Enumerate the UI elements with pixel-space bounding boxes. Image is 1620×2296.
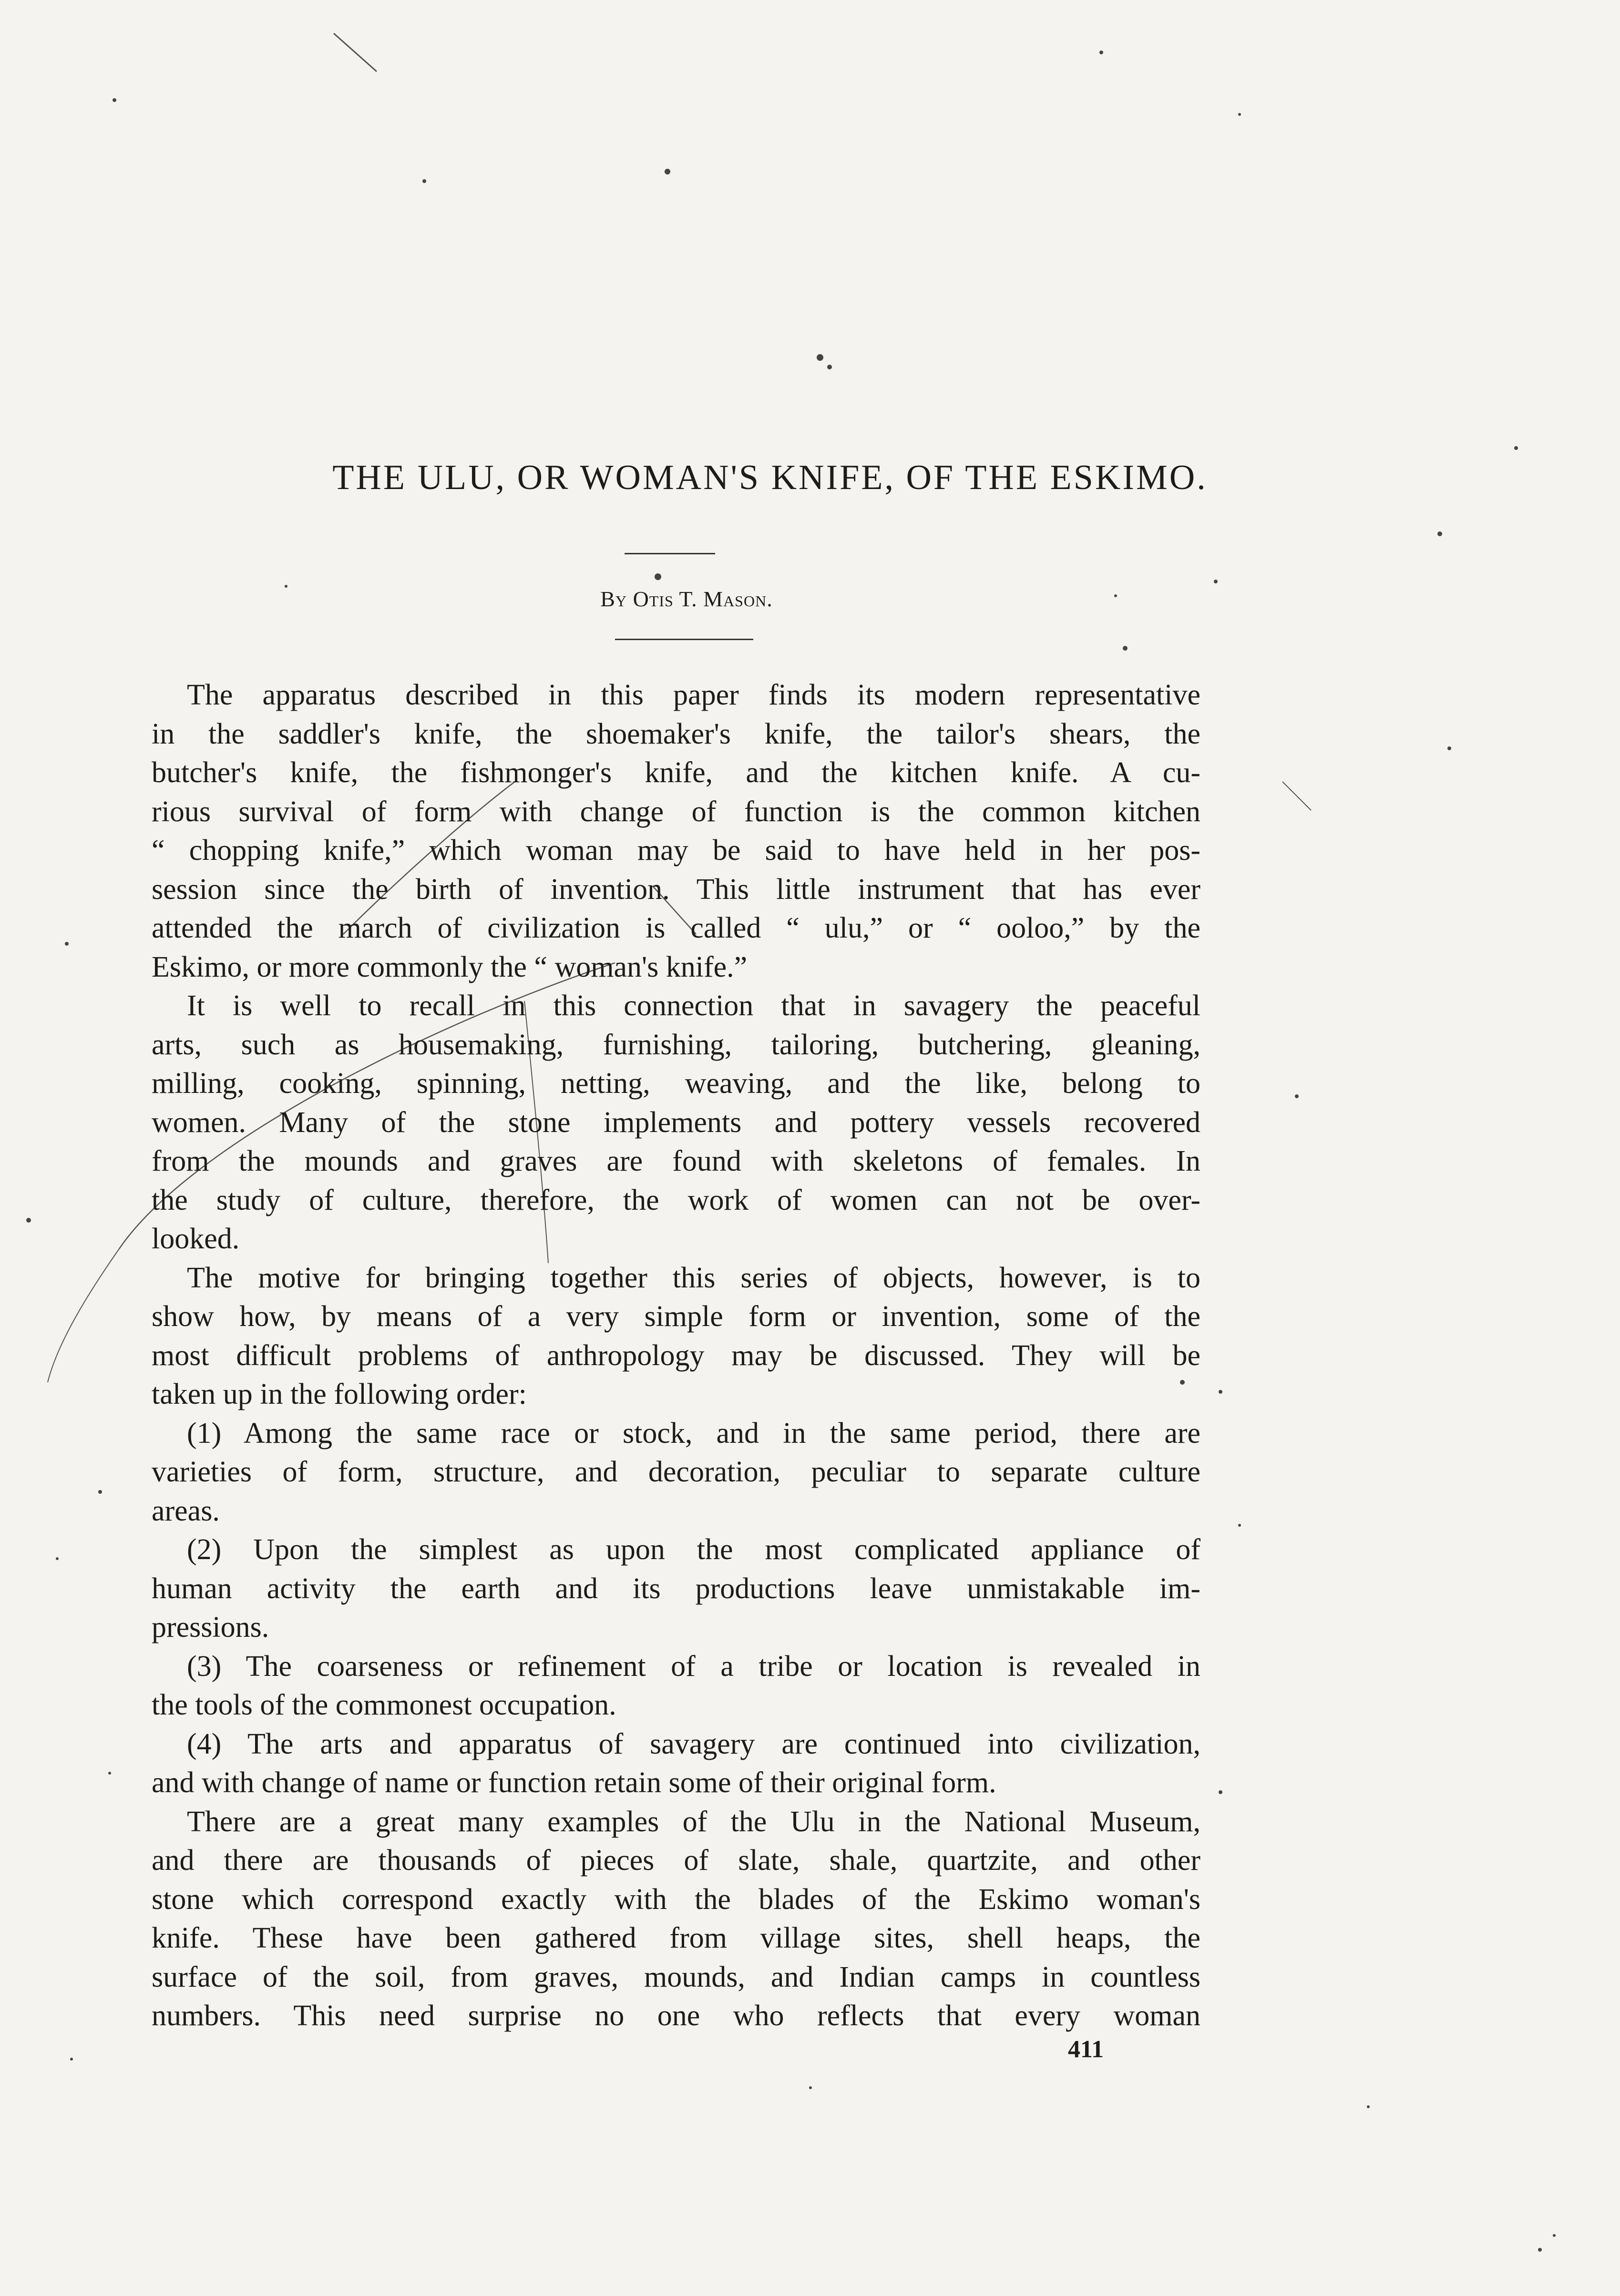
text-line: human activity the earth and its productions leave unmistakable im- bbox=[152, 1572, 1200, 1605]
text-line: and there are thousands of pieces of slate, shale, quartzite, and other bbox=[152, 1844, 1200, 1877]
text-line: The motive for bringing together this series of objects, however, is to bbox=[187, 1261, 1200, 1294]
text-line: women. Many of the stone implements and pottery vessels recovered bbox=[152, 1106, 1200, 1139]
stray-mark-right bbox=[1282, 782, 1311, 810]
text-line: pressions. bbox=[152, 1611, 269, 1643]
text-line: It is well to recall in this connection that in savagery the peaceful bbox=[187, 990, 1200, 1022]
text-line: rious survival of form with change of function is the common kitchen bbox=[152, 795, 1200, 828]
title-divider bbox=[625, 553, 715, 554]
text-line: taken up in the following order: bbox=[152, 1378, 527, 1410]
text-line: numbers. This need surprise no one who reflects that every woman bbox=[152, 2000, 1200, 2032]
text-line: in the saddler's knife, the shoemaker's knife, the tailor's shears, the bbox=[152, 717, 1200, 750]
text-line: attended the march of civilization is called “ ulu,” or “ ooloo,” by the bbox=[152, 912, 1200, 944]
page-number: 411 bbox=[1068, 2036, 1104, 2063]
author-byline: By Otis T. Mason. bbox=[600, 587, 773, 611]
text-line: areas. bbox=[152, 1494, 220, 1527]
text-line: milling, cooking, spinning, netting, weaving, and the like, belong to bbox=[152, 1067, 1200, 1100]
text-line: looked. bbox=[152, 1223, 240, 1255]
text-line: from the mounds and graves are found with skeletons of females. In bbox=[152, 1145, 1200, 1177]
pen-stroke-tail bbox=[48, 1249, 119, 1382]
text-line: session since the birth of invention. This little instrument that has ever bbox=[152, 873, 1200, 906]
text-line: The apparatus described in this paper finds its modern representative bbox=[187, 679, 1200, 711]
stray-mark bbox=[334, 33, 377, 71]
text-line: stone which correspond exactly with the blades of the Eskimo woman's bbox=[152, 1883, 1200, 1916]
text-line: Eskimo, or more commonly the “ woman's knife.” bbox=[152, 950, 748, 983]
text-line: most difficult problems of anthropology may be discussed. They will be bbox=[152, 1339, 1200, 1372]
text-line: (4) The arts and apparatus of savagery are continued into civilization, bbox=[187, 1727, 1200, 1760]
byline-divider bbox=[615, 639, 753, 640]
text-line: and with change of name or function retain some of their original form. bbox=[152, 1766, 996, 1799]
text-line: (2) Upon the simplest as upon the most complicated appliance of bbox=[187, 1533, 1200, 1566]
text-line: arts, such as housemaking, furnishing, tailoring, butchering, gleaning, bbox=[152, 1028, 1200, 1061]
text-line: butcher's knife, the fishmonger's knife, and the kitchen knife. A cu- bbox=[152, 756, 1200, 789]
text-line: knife. These have been gathered from village sites, shell heaps, the bbox=[152, 1922, 1200, 1954]
text-line: varieties of form, structure, and decoration, peculiar to separate culture bbox=[152, 1456, 1200, 1488]
text-line: the study of culture, therefore, the work of women can not be over- bbox=[152, 1184, 1200, 1216]
text-line: the tools of the commonest occupation. bbox=[152, 1689, 616, 1721]
text-line: (1) Among the same race or stock, and in the same period, there are bbox=[187, 1417, 1200, 1449]
text-line: There are a great many examples of the Ulu in the National Museum, bbox=[187, 1805, 1200, 1838]
text-line: (3) The coarseness or refinement of a tribe or location is revealed in bbox=[187, 1650, 1200, 1683]
article-body bbox=[152, 676, 1200, 2036]
text-line: show how, by means of a very simple form or invention, some of the bbox=[152, 1300, 1200, 1333]
article-title: THE ULU, OR WOMAN'S KNIFE, OF THE ESKIMO. bbox=[332, 458, 1208, 497]
text-line: surface of the soil, from graves, mounds, and Indian camps in countless bbox=[152, 1960, 1200, 1993]
text-line: “ chopping knife,” which woman may be said to have held in her pos- bbox=[152, 834, 1200, 867]
